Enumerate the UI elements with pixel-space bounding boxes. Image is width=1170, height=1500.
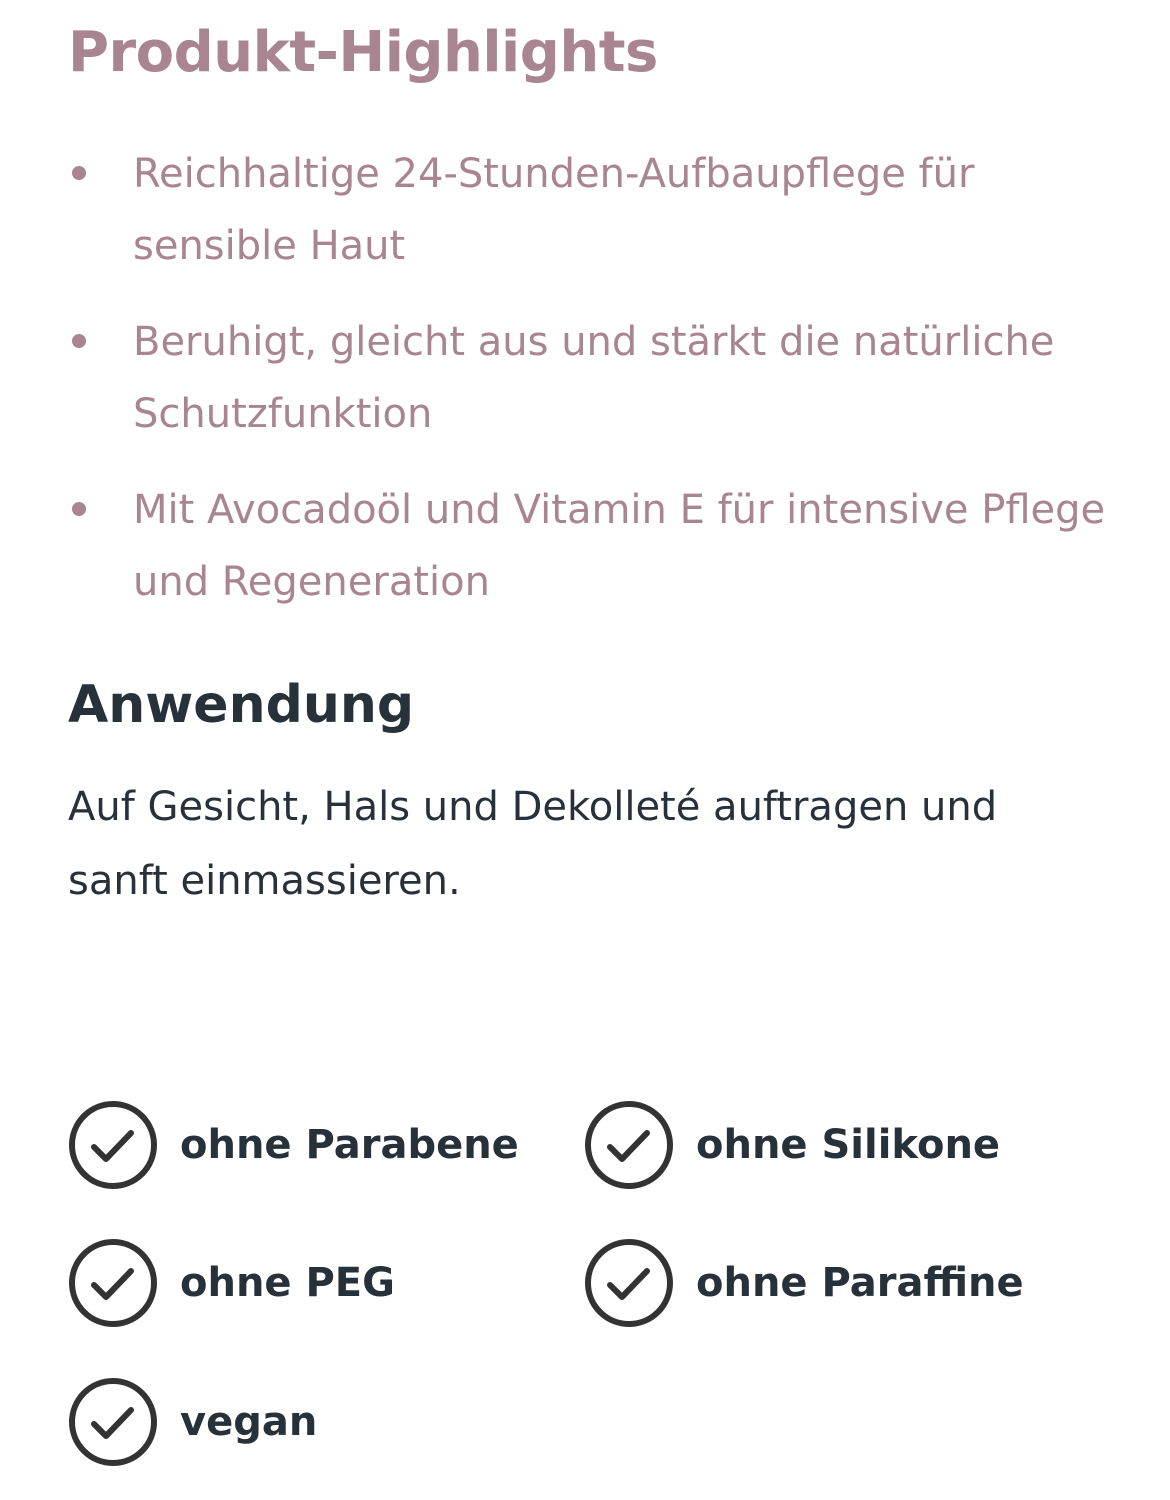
check-circle-icon bbox=[68, 1100, 158, 1190]
list-item bbox=[68, 474, 1108, 618]
check-circle-icon bbox=[584, 1100, 674, 1190]
feature-item bbox=[584, 1238, 1024, 1328]
feature-label: ohne Parabene bbox=[180, 1122, 519, 1168]
bullet-icon bbox=[72, 334, 86, 348]
anwendung-heading: Anwendung bbox=[68, 675, 415, 735]
highlight-text: Reichhaltige 24-Stunden-Aufbaupflege für sensible Haut bbox=[133, 151, 975, 269]
highlight-text: Beruhigt, gleicht aus und stärkt die natürliche Schutzfunktion bbox=[133, 319, 1055, 437]
bullet-icon bbox=[72, 502, 86, 516]
feature-item bbox=[68, 1238, 395, 1328]
check-circle-icon bbox=[584, 1238, 674, 1328]
list-item bbox=[68, 138, 1108, 282]
highlights-heading: Produkt-Highlights bbox=[68, 20, 658, 85]
feature-label: ohne PEG bbox=[180, 1260, 395, 1306]
list-item bbox=[68, 306, 1108, 450]
check-circle-icon bbox=[68, 1377, 158, 1467]
feature-item bbox=[68, 1100, 519, 1190]
check-circle-icon bbox=[68, 1238, 158, 1328]
highlights-list bbox=[68, 138, 1108, 642]
highlight-text: Mit Avocadoöl und Vitamin E für intensive Pflege und Regeneration bbox=[133, 487, 1106, 605]
feature-item bbox=[68, 1377, 317, 1467]
feature-label: vegan bbox=[180, 1399, 318, 1445]
anwendung-text: Auf Gesicht, Hals und Dekolleté auftragen und sanft einmassieren. bbox=[68, 784, 998, 904]
feature-label: ohne Paraffine bbox=[696, 1260, 1024, 1306]
feature-label: ohne Silikone bbox=[696, 1122, 1001, 1168]
feature-badges bbox=[68, 1100, 1128, 1480]
feature-item bbox=[584, 1100, 1000, 1190]
bullet-icon bbox=[72, 166, 86, 180]
